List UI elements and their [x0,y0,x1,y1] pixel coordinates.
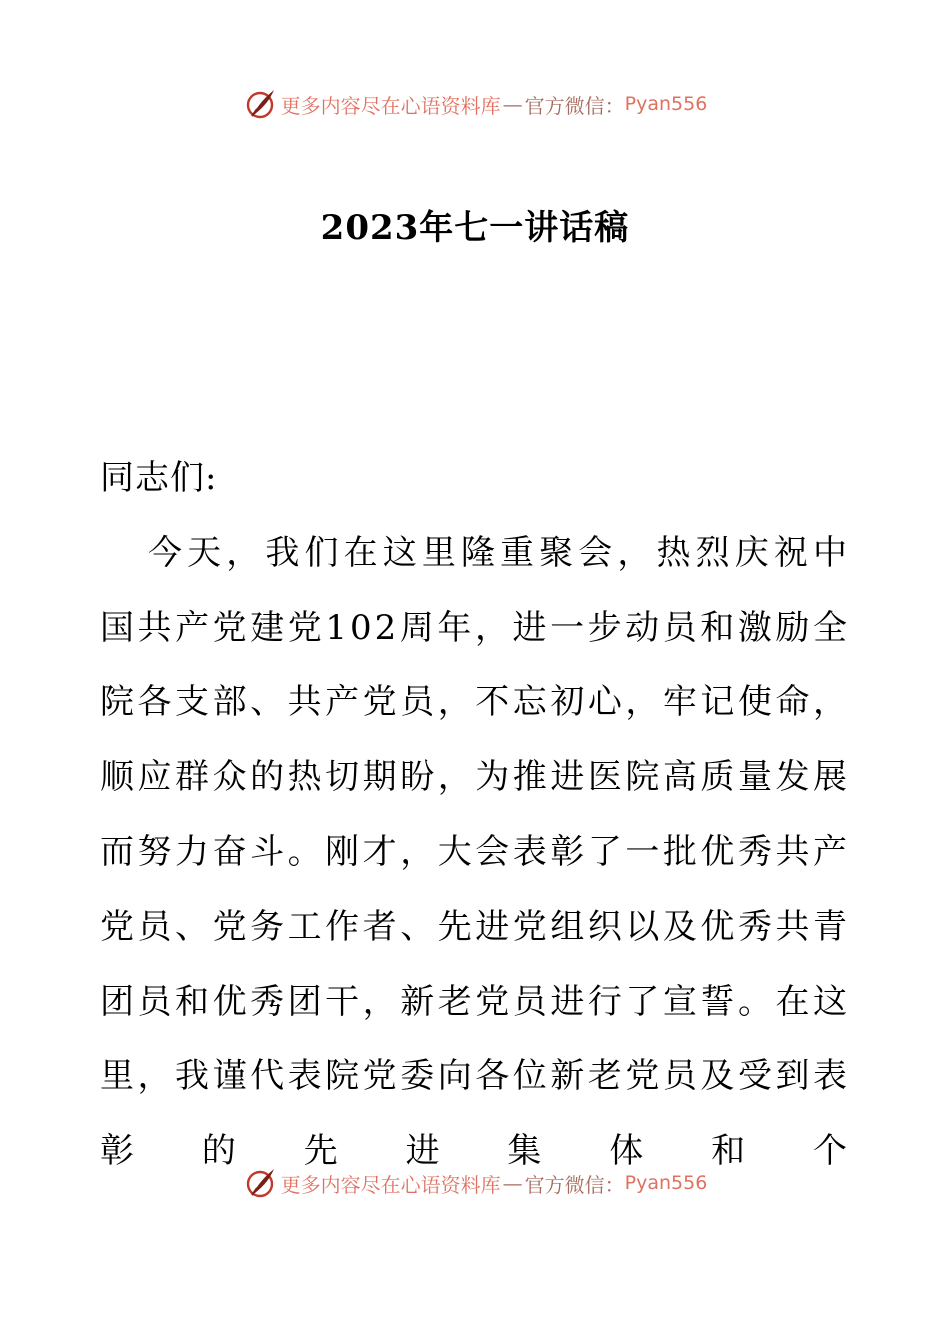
document-body [100,441,850,1189]
watermark-contact-prefix: 官方微信： [524,93,625,118]
quill-pen-logo-icon [243,1166,277,1200]
quill-pen-logo-icon [243,87,277,121]
watermark-contact-id: Pyan556 [624,93,708,115]
document-title: 2023年七一讲话稿 [320,208,630,248]
watermark-contact-id: Pyan556 [624,1172,708,1194]
watermark-dash: — [502,1171,523,1195]
footer-watermark [0,1163,950,1203]
header-watermark [0,84,950,124]
watermark-brand: 更多内容尽在心语资料库 [280,93,501,118]
watermark-contact-prefix: 官方微信： [524,1172,625,1197]
watermark-brand: 更多内容尽在心语资料库 [280,1172,501,1197]
body-paragraph: 今天，我们在这里隆重聚会，热烈庆祝中国共产党建党102周年，进一步动员和激励全院各支部、共产党员，不忘初心，牢记使命，顺应群众的热切期盼，为推进医院高质量发展而努力奋斗。刚才，大会表彰了一批优秀共产党员、党务工作者、先进党组织以及优秀共青团员和优秀团干，新老党员进行了宣誓。在这里，我谨代表院党委向各位新老党员及受到表彰的先进集体和个 [100,532,850,1172]
watermark-dash: — [502,92,523,116]
greeting: 同志们: [100,458,218,498]
